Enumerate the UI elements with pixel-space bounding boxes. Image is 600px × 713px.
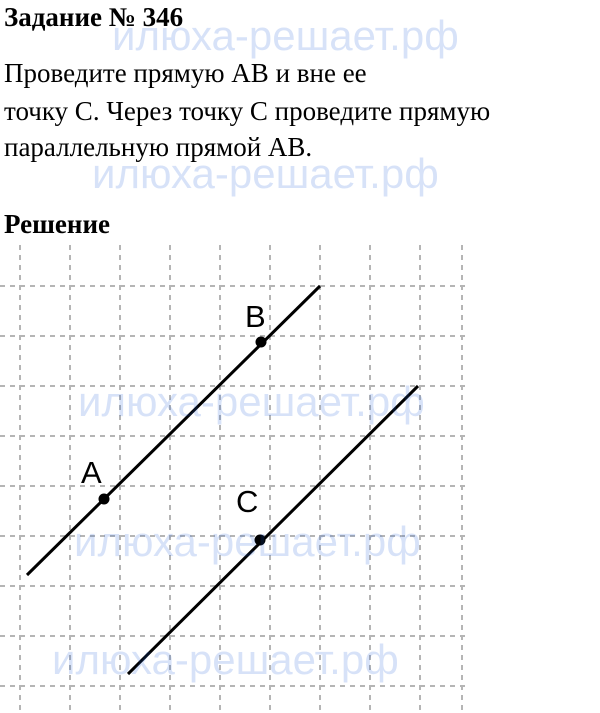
watermark: илюха-решает.рф — [78, 378, 425, 425]
task-text-line: Проведите прямую AB и вне ее — [4, 58, 367, 88]
watermark: илюха-решает.рф — [52, 636, 399, 683]
solution-title: Решение — [4, 209, 110, 239]
point-label-b: B — [245, 299, 266, 334]
point-label-c: C — [236, 484, 259, 519]
watermark: илюха-решает.рф — [74, 518, 421, 565]
watermark: илюха-решает.рф — [112, 12, 459, 59]
line-through-c — [128, 386, 418, 674]
point-b — [256, 337, 267, 348]
point-label-a: A — [81, 455, 102, 490]
point-c — [255, 535, 266, 546]
task-text-line: параллельную прямой AB. — [4, 132, 313, 162]
grid — [0, 245, 470, 713]
task-title: Задание № 346 — [4, 2, 184, 32]
task-text-line: точку C. Через точку C проведите прямую — [4, 96, 491, 126]
point-a — [99, 494, 110, 505]
watermark: илюха-решает.рф — [92, 150, 439, 197]
